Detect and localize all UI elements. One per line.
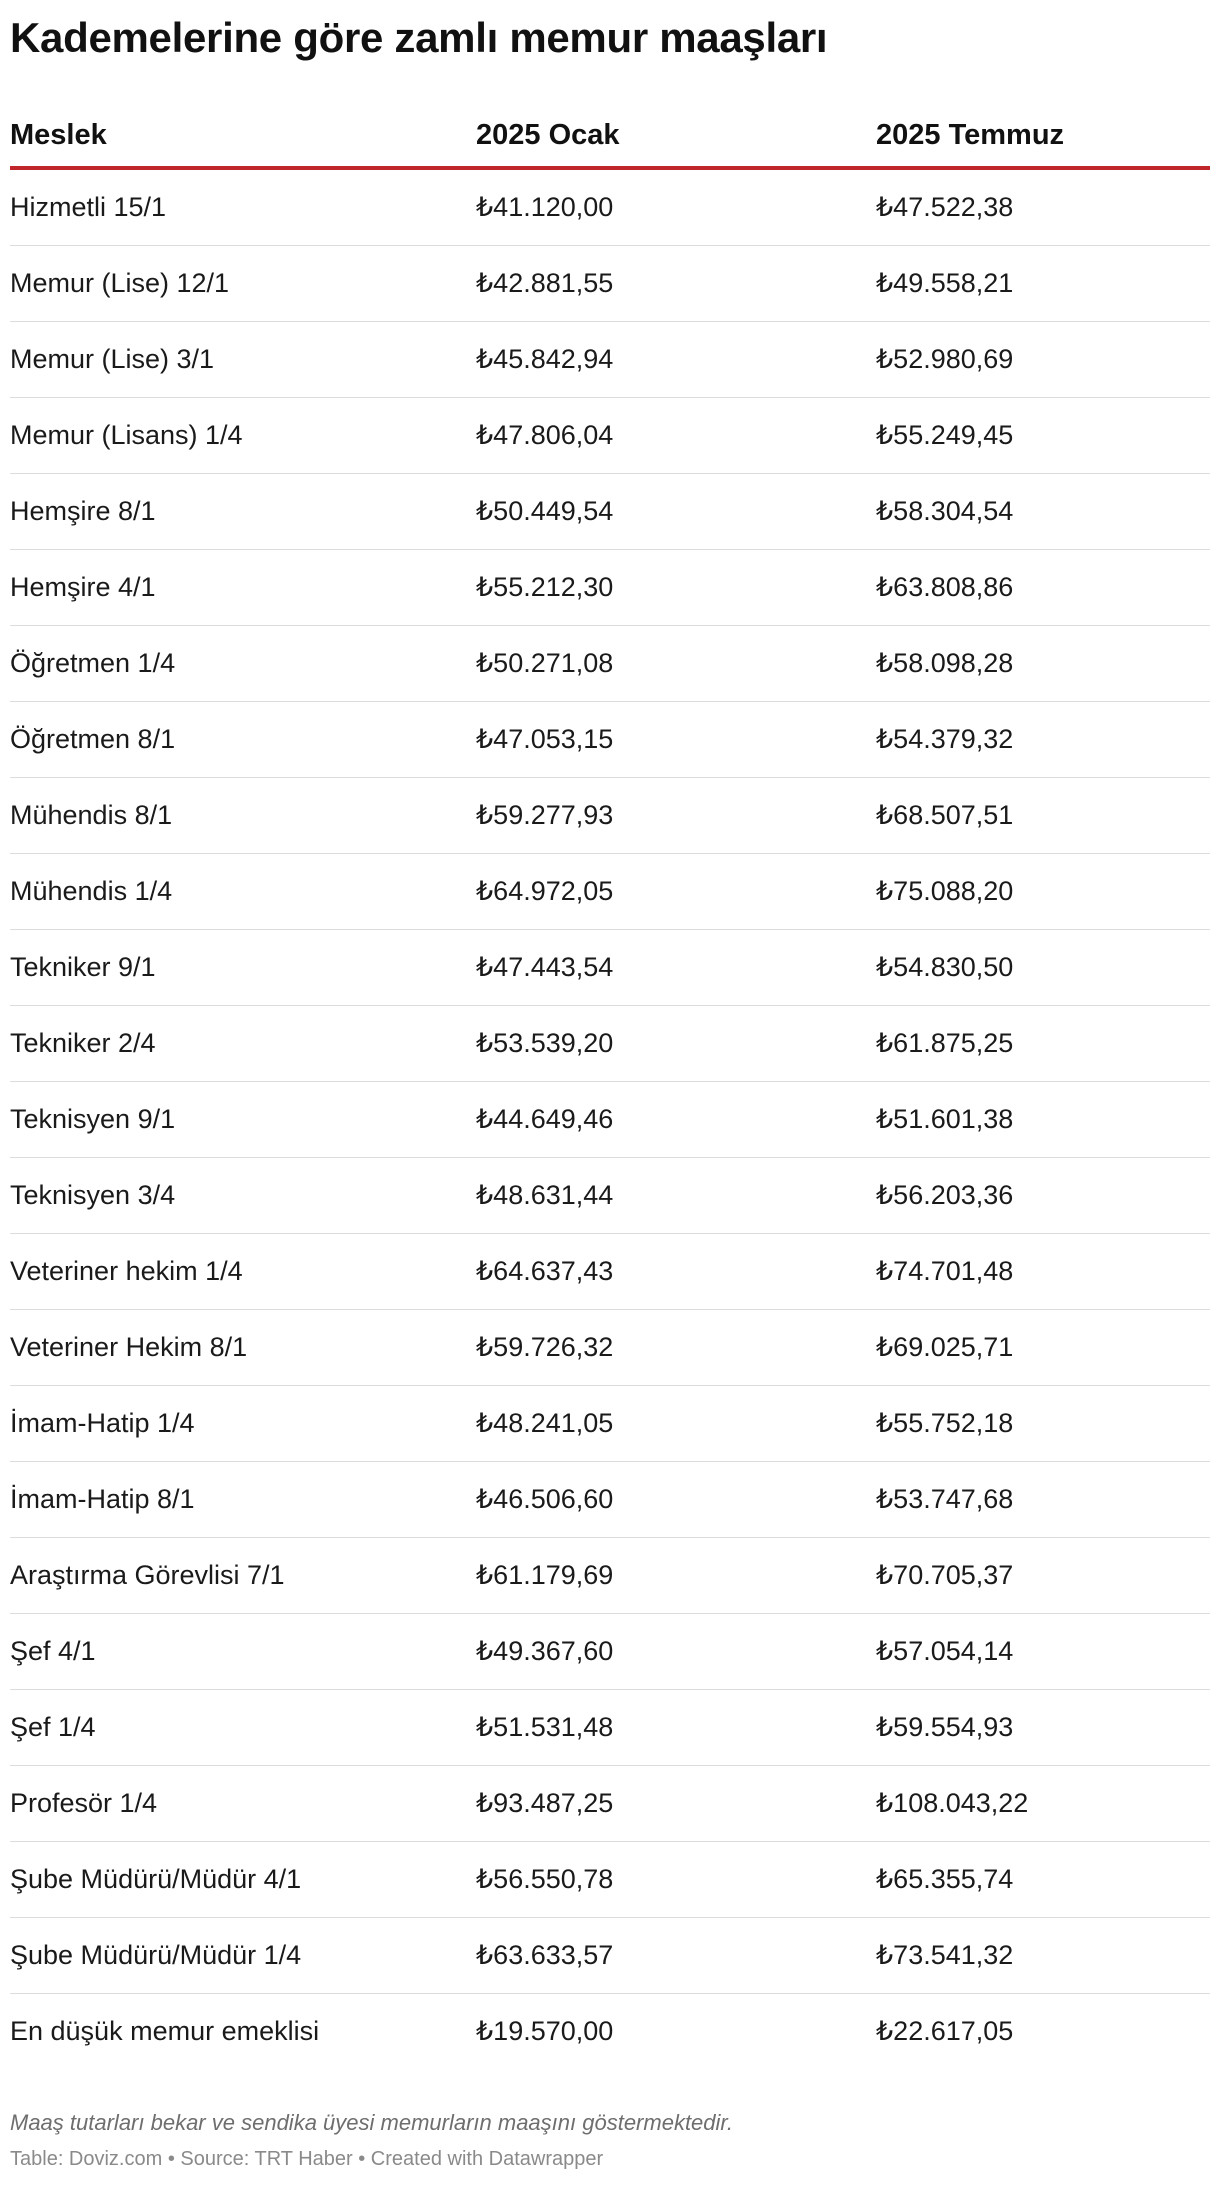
row-2025-ocak-cell: ₺41.120,00 xyxy=(476,192,614,222)
table-row xyxy=(10,930,1210,1006)
table-row xyxy=(10,1842,1210,1918)
row-2025-temmuz-cell: ₺52.980,69 xyxy=(876,344,1014,374)
row-2025-temmuz-cell: ₺73.541,32 xyxy=(876,1940,1014,1970)
row-2025-ocak-cell: ₺49.367,60 xyxy=(476,1636,614,1666)
table-row xyxy=(10,474,1210,550)
row-meslek-cell: İmam-Hatip 1/4 xyxy=(10,1408,195,1438)
table-row xyxy=(10,550,1210,626)
row-2025-ocak-cell: ₺59.726,32 xyxy=(476,1332,614,1362)
row-2025-ocak-cell: ₺44.649,46 xyxy=(476,1104,614,1134)
table-row xyxy=(10,398,1210,474)
row-2025-temmuz-cell: ₺59.554,93 xyxy=(876,1712,1014,1742)
row-2025-temmuz-cell: ₺49.558,21 xyxy=(876,268,1014,298)
row-2025-ocak-cell: ₺55.212,30 xyxy=(476,572,614,602)
row-2025-ocak-cell: ₺47.443,54 xyxy=(476,952,614,982)
row-2025-ocak-cell: ₺47.053,15 xyxy=(476,724,614,754)
table-row xyxy=(10,1690,1210,1766)
row-2025-temmuz-cell: ₺56.203,36 xyxy=(876,1180,1014,1210)
row-2025-ocak-cell: ₺42.881,55 xyxy=(476,268,614,298)
salary-table xyxy=(10,104,1210,2069)
row-meslek-cell: Hemşire 8/1 xyxy=(10,496,156,526)
row-meslek-cell: Mühendis 8/1 xyxy=(10,800,173,830)
row-2025-temmuz-cell: ₺63.808,86 xyxy=(876,572,1014,602)
row-meslek-cell: Veteriner hekim 1/4 xyxy=(10,1256,243,1286)
table-footnote: Maaş tutarları bekar ve sendika üyesi memurların maaşını göstermektedir. xyxy=(10,2110,734,2135)
row-2025-ocak-cell: ₺63.633,57 xyxy=(476,1940,614,1970)
row-meslek-cell: Öğretmen 8/1 xyxy=(10,724,176,754)
row-meslek-cell: İmam-Hatip 8/1 xyxy=(10,1484,195,1514)
row-meslek-cell: Tekniker 9/1 xyxy=(10,952,156,982)
row-meslek-cell: En düşük memur emeklisi xyxy=(10,2016,320,2046)
row-meslek-cell: Teknisyen 9/1 xyxy=(10,1104,176,1134)
row-2025-ocak-cell: ₺51.531,48 xyxy=(476,1712,614,1742)
table-row xyxy=(10,1538,1210,1614)
row-2025-ocak-cell: ₺50.449,54 xyxy=(476,496,614,526)
row-2025-temmuz-cell: ₺53.747,68 xyxy=(876,1484,1014,1514)
row-2025-temmuz-cell: ₺75.088,20 xyxy=(876,876,1014,906)
row-2025-temmuz-cell: ₺55.752,18 xyxy=(876,1408,1014,1438)
table-row xyxy=(10,1234,1210,1310)
row-2025-temmuz-cell: ₺55.249,45 xyxy=(876,420,1014,450)
row-meslek-cell: Hizmetli 15/1 xyxy=(10,192,167,222)
table-row xyxy=(10,854,1210,930)
row-2025-temmuz-cell: ₺69.025,71 xyxy=(876,1332,1014,1362)
table-row xyxy=(10,778,1210,854)
row-meslek-cell: Hemşire 4/1 xyxy=(10,572,156,602)
row-2025-temmuz-cell: ₺74.701,48 xyxy=(876,1256,1014,1286)
row-meslek-cell: Profesör 1/4 xyxy=(10,1788,158,1818)
row-2025-ocak-cell: ₺47.806,04 xyxy=(476,420,614,450)
row-2025-ocak-cell: ₺48.631,44 xyxy=(476,1180,614,1210)
row-2025-temmuz-cell: ₺70.705,37 xyxy=(876,1560,1014,1590)
table-row xyxy=(10,1082,1210,1158)
table-row xyxy=(10,1386,1210,1462)
row-2025-ocak-cell: ₺53.539,20 xyxy=(476,1028,614,1058)
row-meslek-cell: Veteriner Hekim 8/1 xyxy=(10,1332,248,1362)
row-2025-temmuz-cell: ₺58.304,54 xyxy=(876,496,1014,526)
row-2025-ocak-cell: ₺64.972,05 xyxy=(476,876,614,906)
row-2025-ocak-cell: ₺64.637,43 xyxy=(476,1256,614,1286)
row-2025-temmuz-cell: ₺65.355,74 xyxy=(876,1864,1014,1894)
table-row xyxy=(10,1158,1210,1234)
row-meslek-cell: Mühendis 1/4 xyxy=(10,876,173,906)
row-2025-ocak-cell: ₺46.506,60 xyxy=(476,1484,614,1514)
table-row xyxy=(10,1006,1210,1082)
row-meslek-cell: Şef 4/1 xyxy=(10,1636,96,1666)
table-row xyxy=(10,702,1210,778)
column-header-meslek: Meslek xyxy=(10,118,107,151)
row-2025-temmuz-cell: ₺47.522,38 xyxy=(876,192,1014,222)
row-2025-ocak-cell: ₺56.550,78 xyxy=(476,1864,614,1894)
row-meslek-cell: Şef 1/4 xyxy=(10,1712,96,1742)
datawrapper-table-page xyxy=(10,0,1210,2170)
table-row xyxy=(10,1918,1210,1994)
row-2025-ocak-cell: ₺93.487,25 xyxy=(476,1788,614,1818)
row-2025-temmuz-cell: ₺58.098,28 xyxy=(876,648,1014,678)
table-row xyxy=(10,246,1210,322)
row-2025-temmuz-cell: ₺57.054,14 xyxy=(876,1636,1014,1666)
row-2025-temmuz-cell: ₺54.830,50 xyxy=(876,952,1014,982)
table-body xyxy=(10,170,1210,2069)
column-header-2025-temmuz: 2025 Temmuz xyxy=(876,118,1065,151)
column-header-2025-ocak: 2025 Ocak xyxy=(476,118,620,151)
table-row xyxy=(10,170,1210,246)
table-row xyxy=(10,1462,1210,1538)
table-title: Kademelerine göre zamlı memur maaşları xyxy=(10,14,828,61)
table-row xyxy=(10,626,1210,702)
row-meslek-cell: Tekniker 2/4 xyxy=(10,1028,156,1058)
row-2025-temmuz-cell: ₺54.379,32 xyxy=(876,724,1014,754)
row-meslek-cell: Şube Müdürü/Müdür 4/1 xyxy=(10,1864,302,1894)
row-meslek-cell: Öğretmen 1/4 xyxy=(10,648,176,678)
table-row xyxy=(10,322,1210,398)
row-meslek-cell: Memur (Lise) 3/1 xyxy=(10,344,215,374)
row-meslek-cell: Şube Müdürü/Müdür 1/4 xyxy=(10,1940,302,1970)
table-row xyxy=(10,1994,1210,2069)
row-2025-temmuz-cell: ₺108.043,22 xyxy=(876,1788,1029,1818)
table-row xyxy=(10,1310,1210,1386)
row-2025-ocak-cell: ₺45.842,94 xyxy=(476,344,614,374)
row-2025-temmuz-cell: ₺68.507,51 xyxy=(876,800,1014,830)
row-2025-ocak-cell: ₺48.241,05 xyxy=(476,1408,614,1438)
table-header-row xyxy=(10,104,1210,170)
table-row xyxy=(10,1614,1210,1690)
row-2025-temmuz-cell: ₺22.617,05 xyxy=(876,2016,1014,2046)
table-row xyxy=(10,1766,1210,1842)
row-meslek-cell: Memur (Lisans) 1/4 xyxy=(10,420,243,450)
row-2025-ocak-cell: ₺50.271,08 xyxy=(476,648,614,678)
row-2025-ocak-cell: ₺59.277,93 xyxy=(476,800,614,830)
row-2025-ocak-cell: ₺61.179,69 xyxy=(476,1560,614,1590)
row-meslek-cell: Araştırma Görevlisi 7/1 xyxy=(10,1560,285,1590)
row-2025-temmuz-cell: ₺51.601,38 xyxy=(876,1104,1014,1134)
row-2025-ocak-cell: ₺19.570,00 xyxy=(476,2016,614,2046)
row-2025-temmuz-cell: ₺61.875,25 xyxy=(876,1028,1014,1058)
table-credits: Table: Doviz.com • Source: TRT Haber • Created with Datawrapper xyxy=(10,2148,604,2170)
row-meslek-cell: Memur (Lise) 12/1 xyxy=(10,268,230,298)
row-meslek-cell: Teknisyen 3/4 xyxy=(10,1180,176,1210)
